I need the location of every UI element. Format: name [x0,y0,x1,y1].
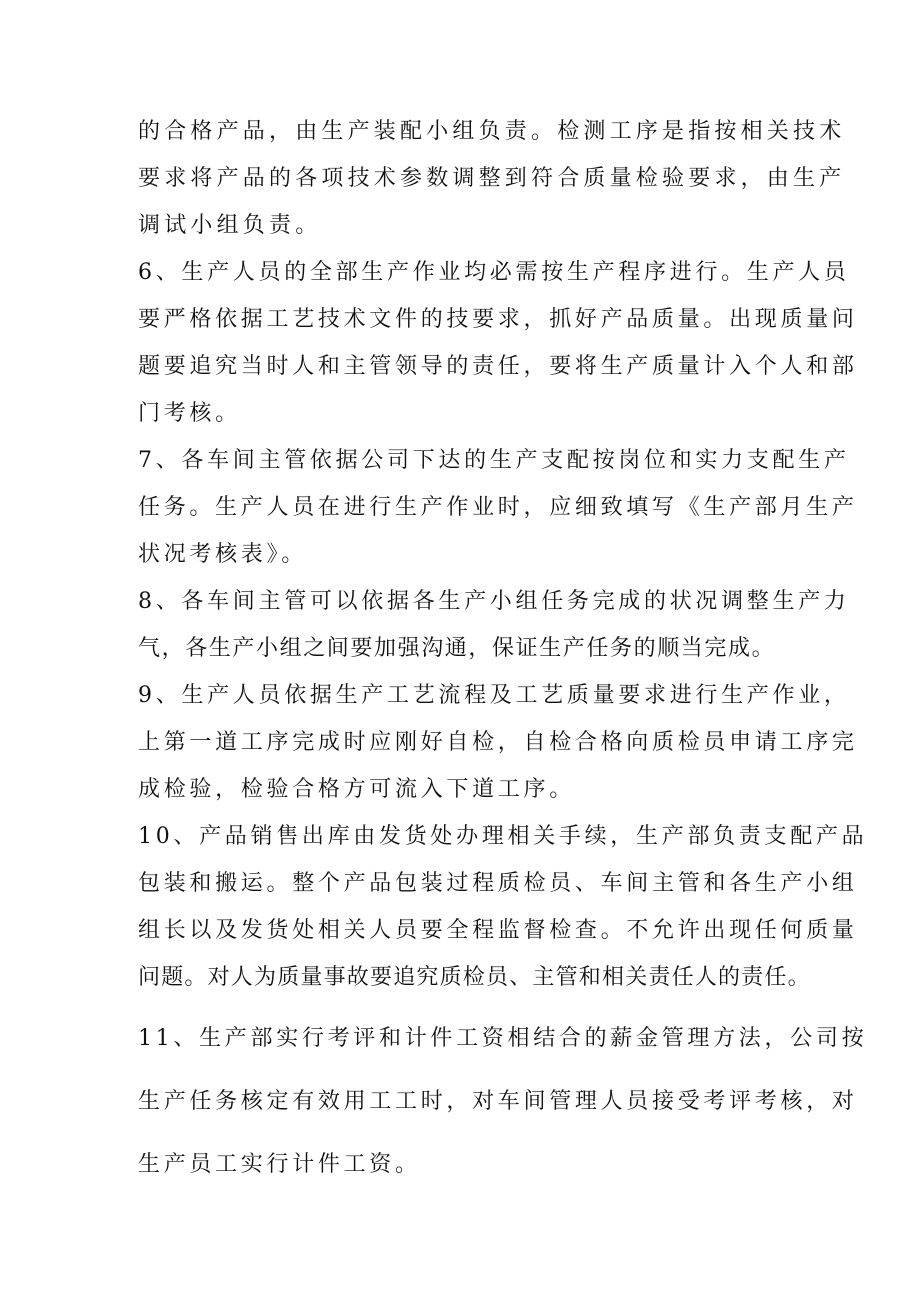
text-line: 状况考核表》。 [138,542,307,567]
text-line: 调试小组负责。 [138,213,322,238]
paragraph-item-6 [138,249,858,437]
text-line: 组长以及发货处相关人员要全程监督检查。不允许出现任何质量 [138,918,858,943]
text-line: 上第一道工序完成时应刚好自检，自检合格向质检员申请工序完 [138,730,858,755]
text-line: 7、各车间主管依据公司下达的生产支配按岗位和实力支配生产 [138,448,850,473]
paragraph-item-7 [138,437,858,578]
text-line: 要求将产品的各项技术参数调整到符合质量检验要求，由生产 [138,166,846,191]
text-line: 10、产品销售出库由发货处办理相关手续，生产部负责支配产品 [138,824,868,849]
text-line: 6、生产人员的全部生产作业均必需按生产程序进行。生产人员 [138,260,850,285]
paragraph-item-11 [138,1007,868,1196]
text-line: 问题。对人为质量事故要追究质检员、主管和相关责任人的责任。 [138,965,811,990]
text-line: 9、生产人员依据生产工艺流程及工艺质量要求进行生产作业， [138,683,850,708]
text-line: 要严格依据工艺技术文件的技要求，抓好产品质量。出现质量问 [138,307,858,332]
text-line: 题要追究当时人和主管领导的责任，要将生产质量计入个人和部 [138,354,858,379]
text-line: 门考核。 [138,401,241,426]
text-line: 成检验，检验合格方可流入下道工序。 [138,777,575,802]
text-line: 生产任务核定有效用工工时，对车间管理人员接受考评考核，对 [138,1089,858,1114]
text-line: 任务。生产人员在进行生产作业时，应细致填写《生产部月生产 [138,495,858,520]
text-line: 11、生产部实行考评和计件工资相结合的薪金管理方法，公司按 [138,1026,868,1051]
text-line: 的合格产品，由生产装配小组负责。检测工序是指按相关技术 [138,119,846,144]
paragraph-continuation [138,108,846,249]
text-line: 生产员工实行计件工资。 [138,1152,421,1177]
text-line: 包装和搬运。整个产品包装过程质检员、车间主管和各生产小组 [138,871,858,896]
paragraph-item-9 [138,672,858,813]
text-line: 8、各车间主管可以依据各生产小组任务完成的状况调整生产力 [138,589,850,614]
paragraph-item-10 [138,813,868,1001]
paragraph-item-8 [138,578,850,672]
text-line: 气，各生产小组之间要加强沟通，保证生产任务的顺当完成。 [138,636,776,661]
document-body [138,108,868,1196]
